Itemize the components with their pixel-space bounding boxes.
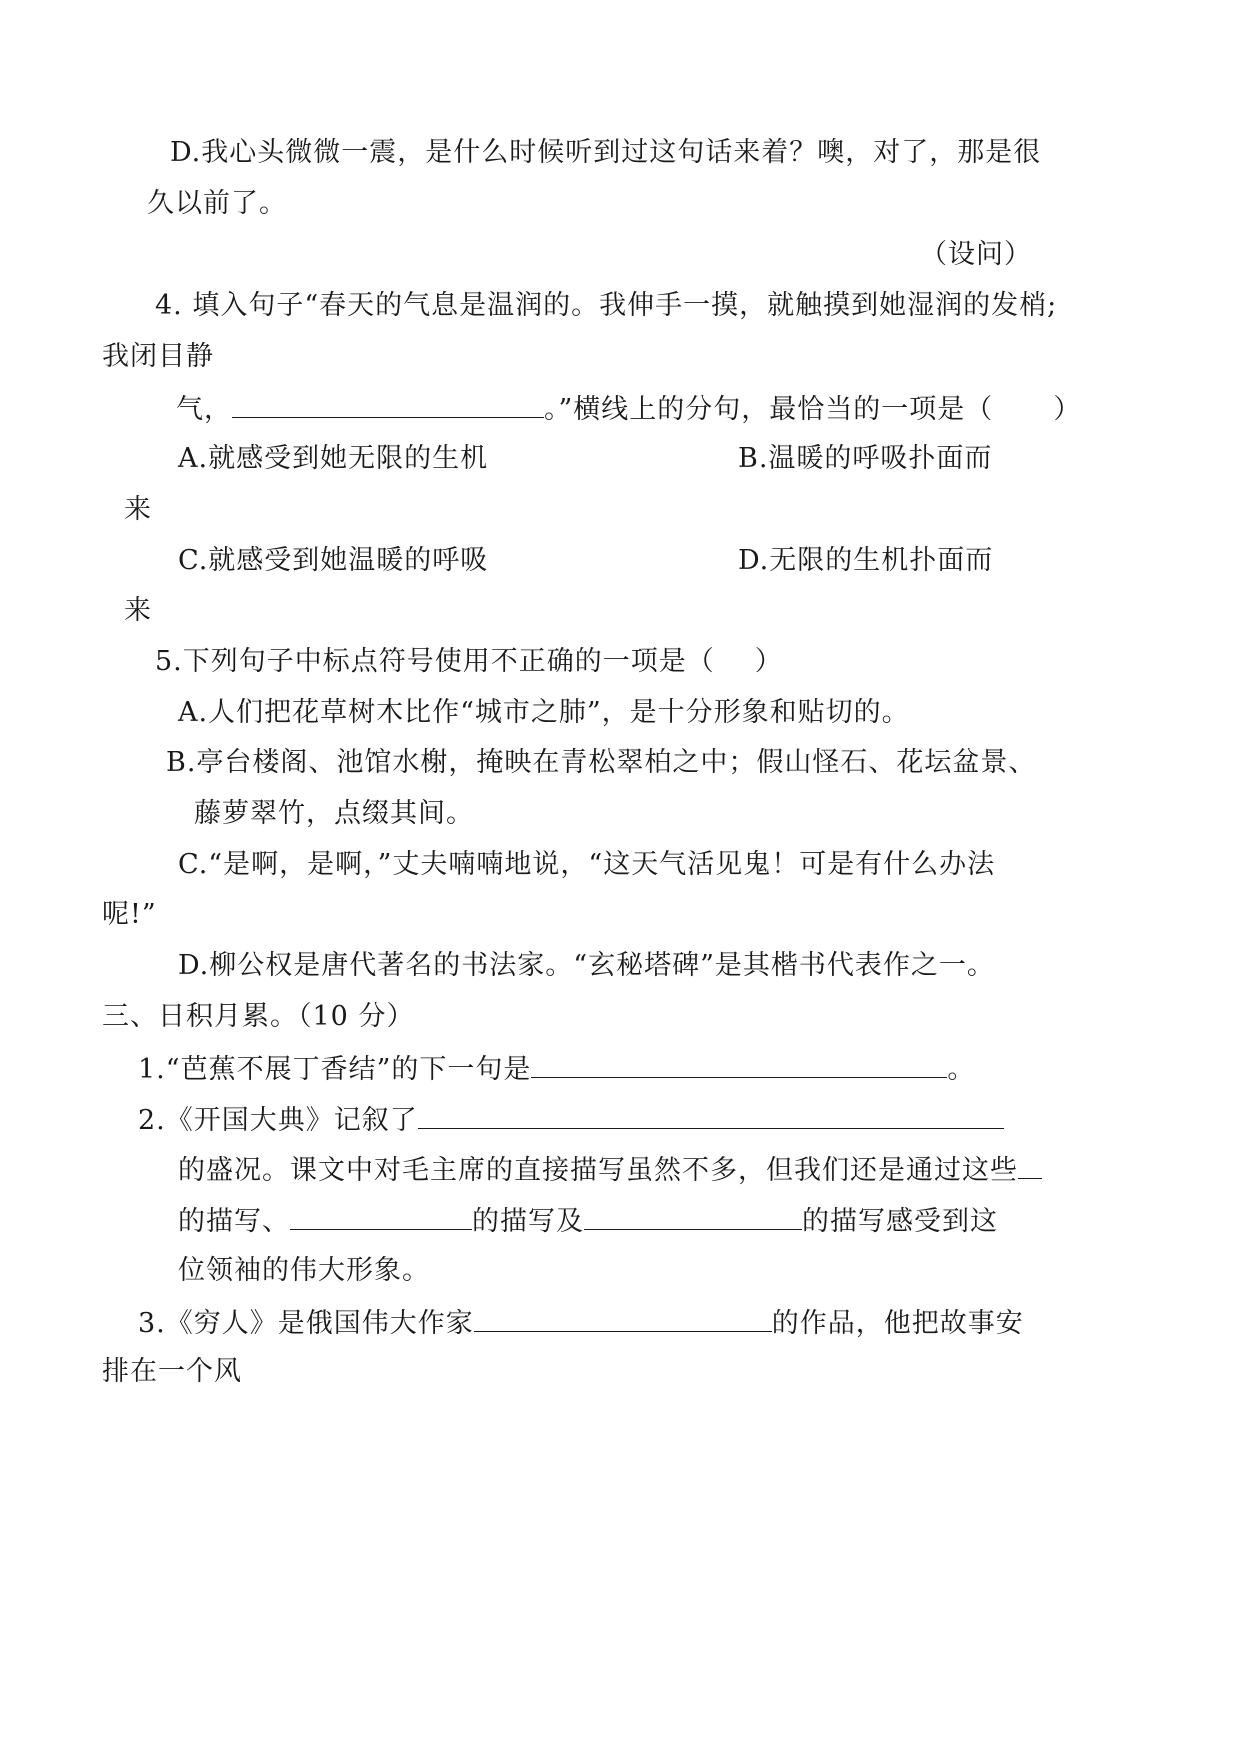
q4-option-b: B.温暖的呼吸扑面而	[738, 443, 993, 474]
q3-option-d-line1: D.我心头微微一震，是什么时候听到过这句话来着？噢，对了，那是很	[170, 137, 1042, 168]
q5-option-c-line2: 呢!”	[102, 899, 157, 930]
item1-answer-blank[interactable]	[531, 1051, 947, 1078]
item1-end: 。	[947, 1054, 976, 1085]
q3-option-d-line2: 久以前了。	[147, 188, 287, 219]
q5-option-d: D.柳公权是唐代著名的书法家。“玄秘塔碑”是其楷书代表作之一。	[178, 950, 995, 981]
q5-stem	[155, 645, 783, 679]
q4-stem-pre: 气，	[176, 394, 232, 425]
item2-answer-blank-4[interactable]	[584, 1203, 802, 1230]
q5-option-a: A.人们把花草树木比作“城市之肺”，是十分形象和贴切的。	[178, 697, 910, 728]
section3-item1	[138, 1051, 975, 1087]
section3-item2-line3	[178, 1203, 998, 1239]
q4-option-c: C.就感受到她温暖的呼吸	[178, 545, 489, 576]
q4-stem-line1: 4. 填入句子“春天的气息是温润的。我伸手一摸，就触摸到她湿润的发梢;	[155, 290, 1058, 321]
q4-option-d: D.无限的生机扑面而	[738, 545, 994, 576]
section3-item2-line4: 位领袖的伟大形象。	[178, 1255, 430, 1286]
item2-line3-b: 的描写及	[472, 1206, 584, 1237]
section3-item3-line1	[138, 1305, 1024, 1341]
q4-option-a: A.就感受到她无限的生机	[178, 443, 489, 474]
item3-answer-blank[interactable]	[474, 1305, 772, 1332]
q5-stem-pre: 5.下列句子中标点符号使用不正确的一项是（	[155, 646, 715, 677]
item2-text: 2.《开国大典》记叙了	[138, 1105, 418, 1136]
section3-heading: 三、日积月累。（10 分）	[102, 1001, 415, 1032]
section3-item2-line2	[178, 1152, 1042, 1188]
q5-option-c-line1: C.“是啊，是啊，”丈夫喃喃地说，“这天气活见鬼！可是有什么办法	[178, 849, 996, 880]
q4-option-b-cont: 来	[124, 494, 152, 525]
q4-stem-line3	[176, 391, 1081, 427]
item2-line2-text: 的盛况。课文中对毛主席的直接描写虽然不多，但我们还是通过这些	[178, 1155, 1018, 1186]
q5-option-b-line2: 藤萝翠竹，点缀其间。	[194, 798, 474, 829]
item3-text: 3.《穷人》是俄国伟大作家	[138, 1308, 474, 1339]
q3-answer-note: （设问）	[920, 239, 1032, 270]
q4-stem-post: 。”横线上的分句，最恰当的一项是（	[544, 394, 994, 425]
item2-line3-a: 的描写、	[178, 1206, 290, 1237]
q4-answer-blank[interactable]	[232, 391, 544, 418]
q5-stem-close: ）	[754, 646, 783, 677]
section3-item3-line2: 排在一个风	[102, 1356, 242, 1387]
item1-text: 1.“芭蕉不展丁香结”的下一句是	[138, 1054, 532, 1085]
item2-answer-blank-3[interactable]	[290, 1203, 472, 1230]
section3-item2-line1	[138, 1102, 1004, 1138]
q4-stem-close: ）	[1053, 394, 1082, 425]
q4-stem-line2: 我闭目静	[102, 341, 214, 372]
q4-option-d-cont: 来	[124, 595, 152, 626]
item2-answer-blank-2[interactable]	[1018, 1152, 1042, 1179]
q5-option-b-line1: B.亭台楼阁、池馆水榭，掩映在青松翠柏之中；假山怪石、花坛盆景、	[166, 747, 1037, 778]
item2-line3-c: 的描写感受到这	[802, 1206, 998, 1237]
item2-answer-blank-1[interactable]	[418, 1102, 1004, 1129]
item3-post: 的作品，他把故事安	[771, 1308, 1024, 1339]
